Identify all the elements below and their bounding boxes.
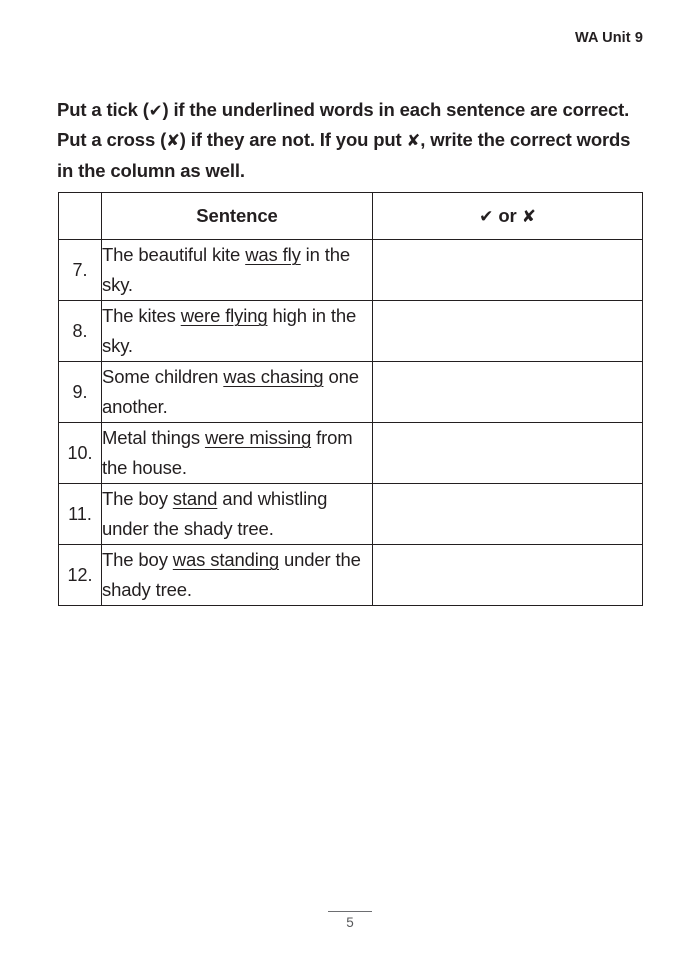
instructions-segment-4: , write the correct words in the column as well. [57,129,631,181]
answer-cell[interactable] [373,484,643,545]
sentence-text-before: The boy [102,488,173,509]
table-row [59,240,643,301]
instructions-segment-3: ) if they are not. If you put [179,129,407,150]
table-row [59,362,643,423]
answer-cell[interactable] [373,240,643,301]
instructions-segment-2: ) if the underlined words in each sentence are correct. Put a cross ( [57,98,630,150]
sentence-cell [102,545,373,606]
table-header-row [59,193,643,240]
row-number: 12. [59,545,102,606]
answer-cell[interactable] [373,545,643,606]
sentence-text-before: The kites [102,305,181,326]
table-row [59,301,643,362]
sentence-text-after: and whistling under the shady tree. [102,488,328,539]
underlined-words: stand [172,488,218,509]
header-number-blank [59,193,102,240]
row-number: 11. [59,484,102,545]
header-answer [373,193,643,240]
page-footer [0,911,700,930]
page-number: 5 [346,915,354,930]
sentence-text-before: The beautiful kite [102,244,246,265]
underlined-words: were missing [204,427,312,448]
table-row [59,484,643,545]
running-head: WA Unit 9 [574,30,643,46]
answer-cell[interactable] [373,362,643,423]
sentence-text-after: from the house. [102,427,353,478]
instructions-paragraph [57,95,649,186]
answer-cell[interactable] [373,301,643,362]
header-answer-conjunction: or [493,205,522,226]
underlined-words: was standing [172,549,279,570]
row-number: 10. [59,423,102,484]
sentence-cell [102,362,373,423]
answer-cell[interactable] [373,423,643,484]
sentence-cell [102,301,373,362]
header-sentence: Sentence [102,193,373,240]
sentence-cell [102,423,373,484]
footer-divider [328,911,372,912]
sentence-text-after: high in the sky. [102,305,357,356]
table-body [59,240,643,606]
cross-icon-header: ✘ [521,207,536,227]
tick-icon-header: ✔ [479,207,494,227]
row-number: 9. [59,362,102,423]
sentence-text-after: one another. [102,366,359,417]
sentence-cell [102,484,373,545]
cross-icon-2: ✘ [406,131,421,150]
sentence-text-before: Metal things [102,427,205,448]
sentence-text-before: Some children [102,366,224,387]
sentence-text-before: The boy [102,549,173,570]
sentence-check-table [58,192,643,606]
instructions-segment-1: Put a tick ( [57,98,149,120]
table-row [59,545,643,606]
sentence-cell [102,240,373,301]
table-row [59,423,643,484]
sentence-text-after: in the sky. [102,244,351,295]
cross-icon: ✘ [166,131,180,150]
row-number: 7. [59,240,102,301]
underlined-words: was chasing [223,366,324,387]
sentence-text-after: under the shady tree. [102,549,361,600]
underlined-words: were flying [180,305,268,326]
tick-icon: ✔ [148,100,163,120]
row-number: 8. [59,301,102,362]
underlined-words: was fly [245,244,301,265]
